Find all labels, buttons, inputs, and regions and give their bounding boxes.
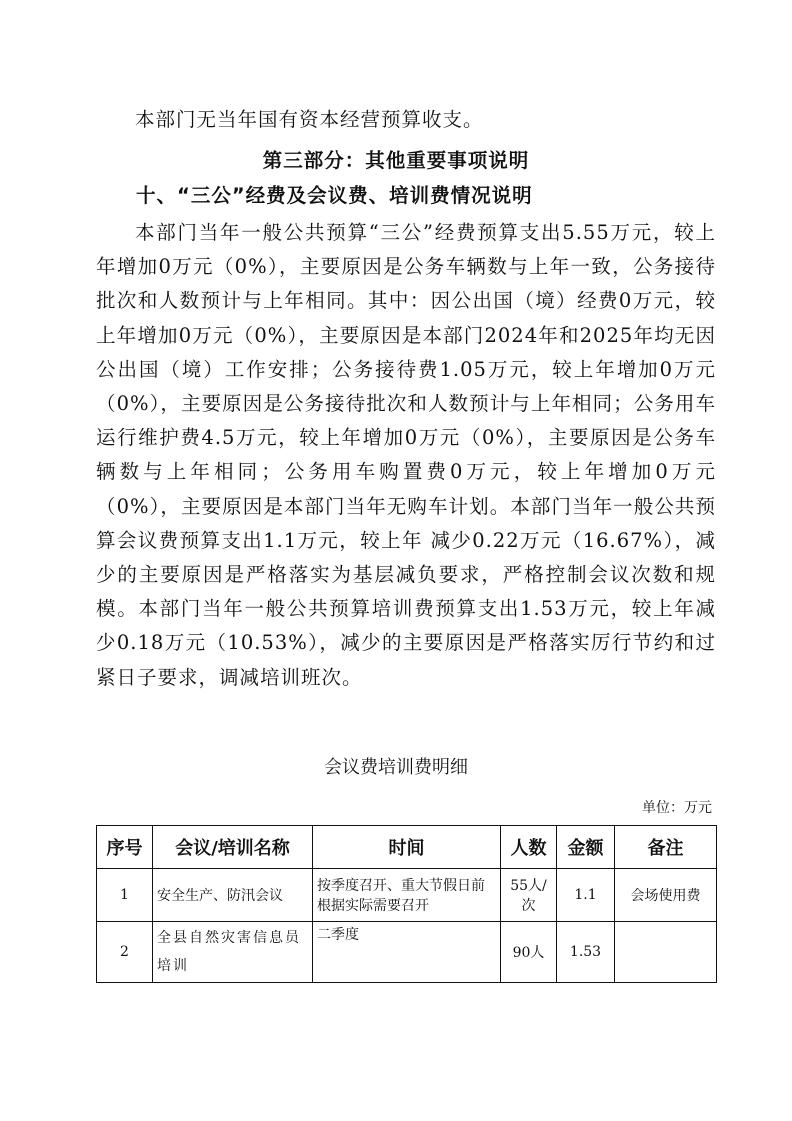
header-people: 人数 <box>501 826 557 869</box>
table-title: 会议费培训费明细 <box>324 757 468 778</box>
section-ten-heading: 十、“三公”经费及会议费、培训费情况说明 <box>136 184 533 207</box>
header-remark: 备注 <box>615 826 717 869</box>
cell-people: 90人 <box>501 922 557 983</box>
cell-remark <box>615 922 717 983</box>
header-index: 序号 <box>97 826 153 869</box>
cell-name: 全县自然灾害信息员培训 <box>153 922 313 983</box>
table-header-row <box>97 826 717 869</box>
paragraph-three-public-expenses: 本部门当年一般公共预算“三公”经费预算支出5.55万元，较上年增加0万元（0%），主要原因是公务车辆数与上年一致，公务接待批次和人数预计与上年相同。其中：因公出国（境）经费0万元，较上年增加0万元（0%），主要原因是本部门2024年和2025年均无因公出国（境）工作安排；公务接待费1.05万元，较上年增加0万元（0%），主要原因是公务接待批次和人数预计与上年相同；公务用车运行维护费4.5万元，较上年增加0万元（0%），主要原因是公务车辆数与上年相同；公务用车购置费0万元，较上年增加0万元（0%），主要原因是本部门当年无购车计划。本部门当年一般公共预算会议费预算支出1.1万元，较上年 减少0.22万元（16.67%），减少的主要原因是严格落实为基层减负要求，严格控制会议次数和规模。本部门当年一般公共预算培训费预算支出1.53万元，较上年减少0.18万元（10.53%），减少的主要原因是严格落实厉行节约和过紧日子要求，调减培训班次。 <box>96 221 716 689</box>
cell-index: 1 <box>97 869 153 922</box>
header-amount: 金额 <box>557 826 615 869</box>
cell-name: 安全生产、防汛会议 <box>153 869 313 922</box>
header-time: 时间 <box>313 826 501 869</box>
header-name: 会议/培训名称 <box>153 826 313 869</box>
paragraph-no-state-capital: 本部门无当年国有资本经营预算收支。 <box>135 108 484 131</box>
cell-index: 2 <box>97 922 153 983</box>
table-unit: 单位：万元 <box>642 800 712 816</box>
table-row <box>97 869 717 922</box>
cell-amount: 1.53 <box>557 922 615 983</box>
part-three-heading: 第三部分：其他重要事项说明 <box>262 149 530 172</box>
cell-amount: 1.1 <box>557 869 615 922</box>
table-row <box>97 922 717 983</box>
cell-time: 按季度召开、重大节假日前根据实际需要召开 <box>313 869 501 922</box>
cell-time: 二季度 <box>313 922 501 983</box>
cell-remark: 会场使用费 <box>615 869 717 922</box>
cell-people: 55人/次 <box>501 869 557 922</box>
meeting-training-fee-table <box>96 825 717 983</box>
